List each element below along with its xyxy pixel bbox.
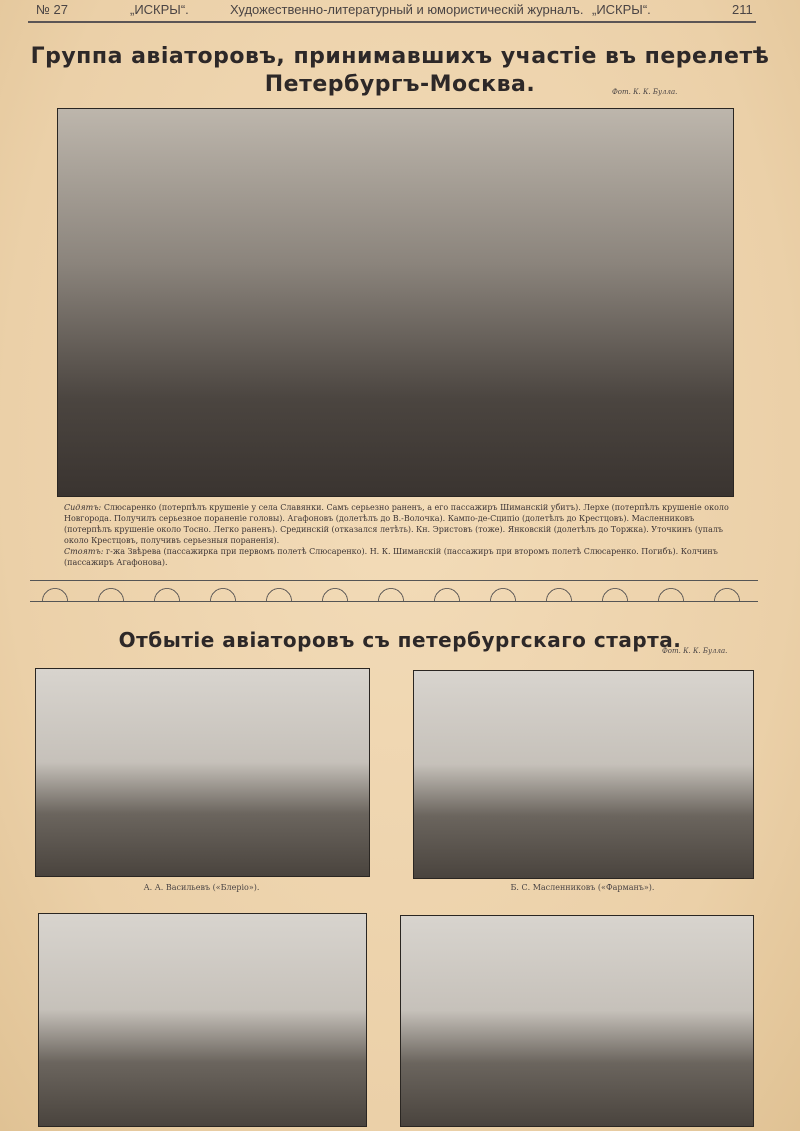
photo-caption: А. А. Васильевъ («Блеріо»). xyxy=(143,883,260,892)
caption-standing: г-жа Звѣрева (пассажирка при первомъ полетѣ Слюсаренко). Н. К. Шиманскій (пассажиръ при второмъ полетѣ Слюсаренко. Погибъ). Колчинъ (пассажиръ Агафонова). xyxy=(64,547,718,567)
caption-sitting: Слюсаренко (потерпѣлъ крушеніе у села Славянки. Самъ серьезно раненъ, а его пассажиръ Шиманскій убитъ). Лерхе (потерпѣлъ крушеніе около Новгорода. Получилъ серьезное пораненіе головы). Агафоновъ (долетѣлъ до В.-Волочка). Кампо-де-Сципіо (долетѣлъ до Крестцовъ). Масленниковъ (потерпѣлъ крушеніе около Тосно. Легко раненъ). Срединскій (отказался летѣть). Кн. Эристовъ (тоже). Янковскій (долетѣлъ до Торжка). Уточкинъ (упалъ около Крестцовъ, получивъ серьезныя пораненія). xyxy=(64,503,729,545)
running-header xyxy=(30,2,760,20)
group-photo xyxy=(57,108,734,497)
page-number: 211 xyxy=(732,2,753,17)
section-title-line2: Петербургъ-Москва. xyxy=(264,72,536,97)
photo-aeroplane xyxy=(400,915,754,1127)
header-rule xyxy=(28,21,756,23)
photo-maslennikov xyxy=(413,670,754,879)
photo-vasiliev xyxy=(35,668,370,877)
magazine-name: „ИСКРЫ“. xyxy=(130,2,189,17)
magazine-subtitle: Художественно-литературный и юмористическій журналъ. xyxy=(230,2,584,17)
caption-label: Сидятъ: xyxy=(64,503,102,512)
photo-credit: Фот. К. К. Булла. xyxy=(662,647,728,655)
photo-credit: Фот. К. К. Булла. xyxy=(612,88,678,96)
magazine-name: „ИСКРЫ“. xyxy=(592,2,651,17)
photo-aeroplane xyxy=(38,913,367,1127)
section-title: Отбытіе авіаторовъ съ петербургскаго старта. xyxy=(118,628,682,652)
section-title: Группа авіаторовъ, принимавшихъ участіе въ перелетѣ xyxy=(30,44,770,69)
group-photo-caption xyxy=(64,502,732,568)
photo-caption: Б. С. Масленниковъ («Фарманъ»). xyxy=(510,883,655,892)
issue-number: № 27 xyxy=(36,2,69,17)
ornamental-border xyxy=(30,580,758,602)
caption-label: Стоятъ: xyxy=(64,547,104,556)
